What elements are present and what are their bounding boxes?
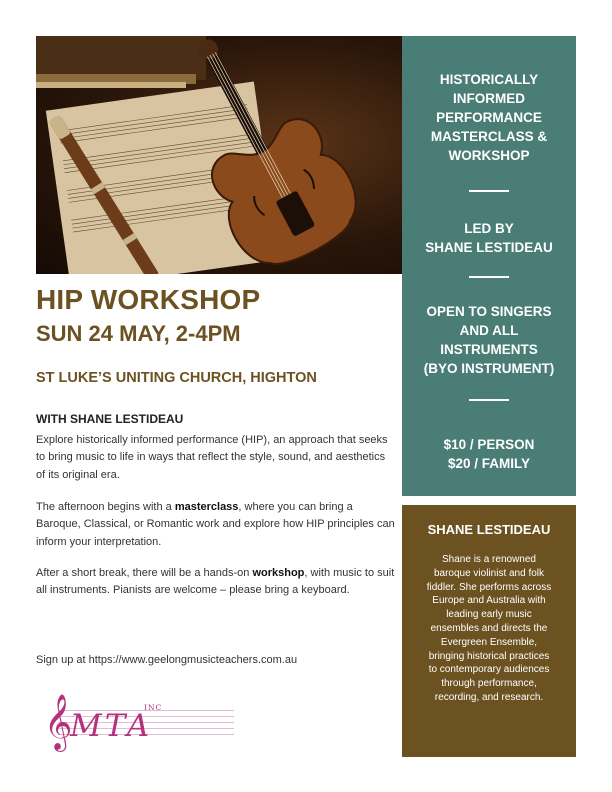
divider [469,190,509,192]
treble-clef-icon: 𝄞 [44,694,73,750]
open-to-text: OPEN TO SINGERS AND ALL INSTRUMENTS (BYO INSTRUMENT) [423,304,555,376]
page-title: HIP WORKSHOP [36,284,261,315]
hero-image [36,36,402,274]
event-venue: ST LUKE’S UNITING CHURCH, HIGHTON [36,370,317,386]
signup-link[interactable]: Sign up at https://www.geelongmusicteachers.com.au [36,654,298,666]
bio-heading: SHANE LESTIDEAU [427,522,551,537]
masterclass-emphasis: masterclass [174,501,239,513]
bio-panel [402,505,576,757]
panel-heading: HISTORICALLY INFORMED PERFORMANCE MASTERCLASS & WORKSHOP [430,72,548,163]
intro-paragraph: Explore historically informed performance (HIP), an approach that seeks to bring music to life in ways that reflect the style, sound, and aesthetics of its original era. [36,434,388,481]
divider [469,399,509,401]
divider [469,276,509,278]
event-summary-panel [402,36,576,496]
mta-logo [40,692,240,758]
presenter-subheading: WITH SHANE LESTIDEAU [36,412,184,426]
led-by-text: LED BY SHANE LESTIDEAU [425,221,553,255]
violin-illustration [36,36,402,274]
workshop-emphasis: workshop [252,567,305,579]
logo-suffix: INC [144,703,163,712]
logo-letters: MTA [70,708,153,744]
event-date: SUN 24 MAY, 2-4PM [36,321,241,346]
price-text: $10 / PERSON $20 / FAMILY [443,437,535,471]
bio-text: Shane is a renowned baroque violinist and folk fiddler. She performs across Europe and Australia with leading early music ensembles and directs the Evergreen Ensemble, bringing historical practices to contemporary audiences through performance, recording, and research. [426,554,552,703]
workshop-paragraph: After a short break, there will be a hands-on workshop, with music to suit all instruments. Pianists are welcome – please bring a keyboard. [36,567,395,597]
masterclass-paragraph: The afternoon begins with a masterclass, where you can bring a Baroque, Classical, or Romantic work and explore how HIP principles can inform your interpretation. [36,501,395,548]
